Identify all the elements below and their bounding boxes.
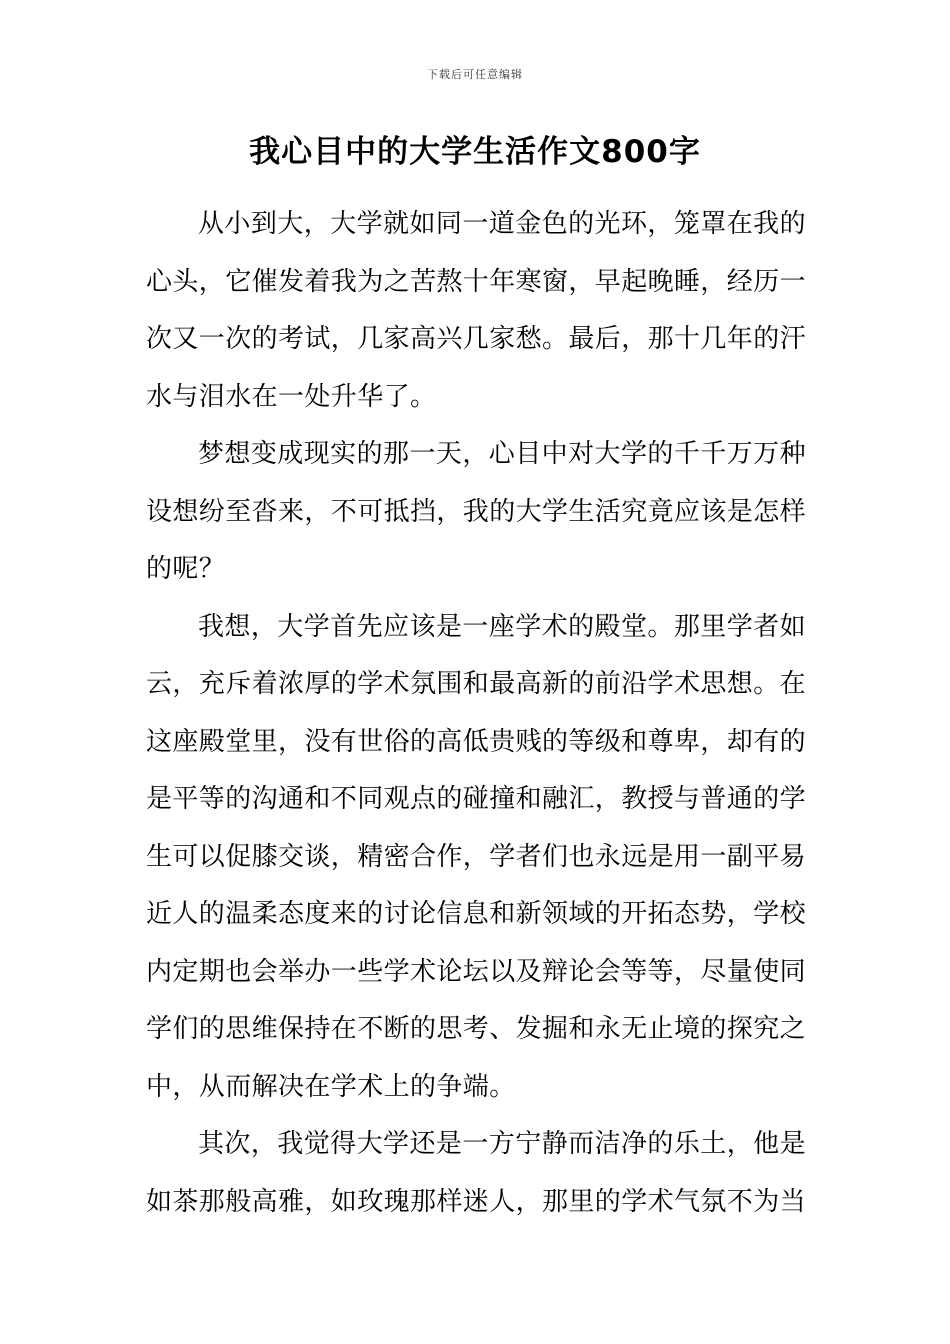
paragraph-2: 梦想变成现实的那一天，心目中对大学的千千万万种设想纷至沓来，不可抵挡，我的大学生活究竟应该是怎样的呢？ <box>146 439 807 584</box>
paragraph-3: 我想，大学首先应该是一座学术的殿堂。那里学者如云，充斥着浓厚的学术氛围和最高新的前沿学术思想。在这座殿堂里，没有世俗的高低贵贱的等级和尊卑，却有的是平等的沟通和不同观点的碰撞和融汇，教授与普通的学生可以促膝交谈，精密合作，学者们也永远是用一副平易近人的温柔态度来的讨论信息和新领域的开拓态势，学校内定期也会举办一些学术论坛以及辩论会等等，尽量使同学们的思维保持在不断的思考、发掘和永无止境的探究之中，从而解决在学术上的争端。 <box>146 611 807 1102</box>
header-note: 下载后可任意编辑 <box>427 68 523 81</box>
document-body <box>146 196 806 1231</box>
paragraph-1: 从小到大，大学就如同一道金色的光环，笼罩在我的心头，它催发着我为之苦熬十年寒窗，早起晚睡，经历一次又一次的考试，几家高兴几家愁。最后，那十几年的汗水与泪水在一处升华了。 <box>146 209 807 412</box>
paragraph-4: 其次，我觉得大学还是一方宁静而洁净的乐土，他是如茶那般高雅，如玫瑰那样迷人，那里的学术气氛不为当 <box>146 1129 807 1217</box>
document-title: 我心目中的大学生活作文800字 <box>249 134 701 170</box>
